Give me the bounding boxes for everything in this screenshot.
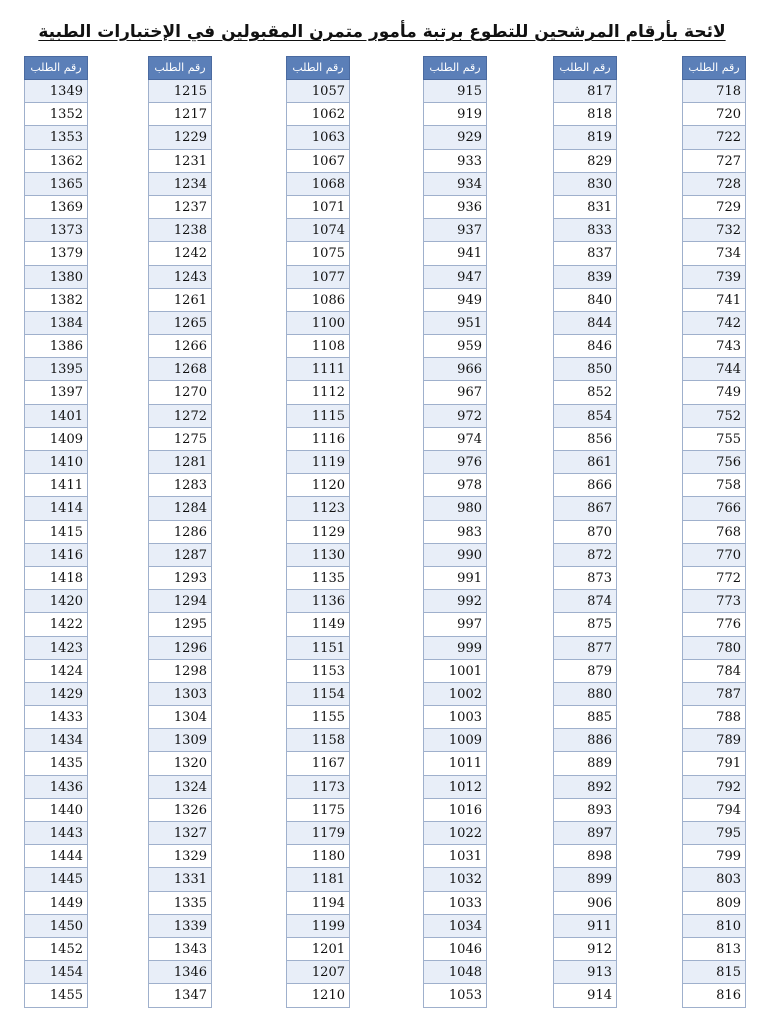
column-body (286, 80, 350, 1008)
request-number-cell: 1353 (24, 126, 88, 149)
request-number-cell: 720 (682, 103, 746, 126)
request-number-cell: 1436 (24, 776, 88, 799)
request-number-cell: 755 (682, 428, 746, 451)
column-body (24, 80, 88, 1008)
request-number-cell: 776 (682, 613, 746, 636)
request-number-cell: 1129 (286, 521, 350, 544)
request-number-cell: 784 (682, 660, 746, 683)
request-number-cell: 756 (682, 451, 746, 474)
column-header: رقم الطلب (148, 56, 212, 80)
request-number-cell: 1181 (286, 868, 350, 891)
request-number-cell: 959 (423, 335, 487, 358)
number-column (148, 56, 212, 1008)
request-number-cell: 1331 (148, 868, 212, 891)
request-number-cell: 1380 (24, 266, 88, 289)
request-number-cell: 1293 (148, 567, 212, 590)
request-number-cell: 752 (682, 405, 746, 428)
request-number-cell: 1261 (148, 289, 212, 312)
request-number-cell: 840 (553, 289, 617, 312)
request-number-cell: 1194 (286, 892, 350, 915)
request-number-cell: 949 (423, 289, 487, 312)
request-number-cell: 1409 (24, 428, 88, 451)
request-number-cell: 1154 (286, 683, 350, 706)
request-number-cell: 1346 (148, 961, 212, 984)
request-number-cell: 854 (553, 405, 617, 428)
request-number-cell: 1108 (286, 335, 350, 358)
request-number-cell: 758 (682, 474, 746, 497)
request-number-cell: 1173 (286, 776, 350, 799)
request-number-cell: 1175 (286, 799, 350, 822)
request-number-cell: 880 (553, 683, 617, 706)
request-number-cell: 1077 (286, 266, 350, 289)
request-number-cell: 1229 (148, 126, 212, 149)
request-number-cell: 906 (553, 892, 617, 915)
request-number-cell: 913 (553, 961, 617, 984)
request-number-cell: 867 (553, 497, 617, 520)
request-number-cell: 722 (682, 126, 746, 149)
request-number-cell: 1411 (24, 474, 88, 497)
request-number-cell: 1327 (148, 822, 212, 845)
request-number-cell: 992 (423, 590, 487, 613)
request-number-cell: 1234 (148, 173, 212, 196)
request-number-cell: 934 (423, 173, 487, 196)
request-number-cell: 1119 (286, 451, 350, 474)
request-number-cell: 1032 (423, 868, 487, 891)
request-number-cell: 742 (682, 312, 746, 335)
request-number-cell: 1075 (286, 242, 350, 265)
request-number-cell: 1071 (286, 196, 350, 219)
request-number-cell: 1031 (423, 845, 487, 868)
request-number-cell: 1046 (423, 938, 487, 961)
request-number-cell: 875 (553, 613, 617, 636)
request-number-cell: 791 (682, 752, 746, 775)
page-title (0, 22, 764, 42)
column-header: رقم الطلب (682, 56, 746, 80)
request-number-cell: 886 (553, 729, 617, 752)
request-number-cell: 732 (682, 219, 746, 242)
request-number-cell: 829 (553, 150, 617, 173)
request-number-cell: 1167 (286, 752, 350, 775)
request-number-cell: 741 (682, 289, 746, 312)
request-number-cell: 1440 (24, 799, 88, 822)
request-number-cell: 787 (682, 683, 746, 706)
request-number-cell: 892 (553, 776, 617, 799)
request-number-cell: 1063 (286, 126, 350, 149)
request-number-cell: 941 (423, 242, 487, 265)
request-number-cell: 1294 (148, 590, 212, 613)
request-number-cell: 1231 (148, 150, 212, 173)
request-number-cell: 1296 (148, 637, 212, 660)
request-number-cell: 1369 (24, 196, 88, 219)
request-number-cell: 1067 (286, 150, 350, 173)
number-column (682, 56, 746, 1008)
request-number-cell: 1112 (286, 381, 350, 404)
request-number-cell: 1237 (148, 196, 212, 219)
request-number-cell: 999 (423, 637, 487, 660)
request-number-cell: 991 (423, 567, 487, 590)
request-number-cell: 879 (553, 660, 617, 683)
request-number-cell: 1283 (148, 474, 212, 497)
request-number-cell: 818 (553, 103, 617, 126)
request-number-cell: 1423 (24, 637, 88, 660)
request-number-cell: 1420 (24, 590, 88, 613)
request-number-cell: 1155 (286, 706, 350, 729)
request-number-cell: 1016 (423, 799, 487, 822)
request-number-cell: 817 (553, 80, 617, 103)
request-number-cell: 1001 (423, 660, 487, 683)
request-number-cell: 744 (682, 358, 746, 381)
request-number-cell: 1111 (286, 358, 350, 381)
request-number-cell: 1074 (286, 219, 350, 242)
request-number-cell: 1329 (148, 845, 212, 868)
request-number-cell: 852 (553, 381, 617, 404)
request-number-cell: 1281 (148, 451, 212, 474)
number-column (553, 56, 617, 1008)
request-number-cell: 1443 (24, 822, 88, 845)
request-number-cell: 1003 (423, 706, 487, 729)
request-number-cell: 1324 (148, 776, 212, 799)
request-number-cell: 1320 (148, 752, 212, 775)
request-number-cell: 870 (553, 521, 617, 544)
request-number-cell: 990 (423, 544, 487, 567)
request-number-cell: 1068 (286, 173, 350, 196)
request-number-cell: 976 (423, 451, 487, 474)
request-number-cell: 933 (423, 150, 487, 173)
request-number-cell: 799 (682, 845, 746, 868)
request-number-cell: 789 (682, 729, 746, 752)
request-number-cell: 1120 (286, 474, 350, 497)
request-number-cell: 743 (682, 335, 746, 358)
request-number-cell: 947 (423, 266, 487, 289)
request-number-cell: 1343 (148, 938, 212, 961)
request-number-cell: 1265 (148, 312, 212, 335)
request-number-cell: 1201 (286, 938, 350, 961)
request-number-cell: 978 (423, 474, 487, 497)
request-number-cell: 1199 (286, 915, 350, 938)
request-number-cell: 1435 (24, 752, 88, 775)
request-number-cell: 773 (682, 590, 746, 613)
request-number-cell: 1401 (24, 405, 88, 428)
request-number-cell: 729 (682, 196, 746, 219)
request-number-cell: 1217 (148, 103, 212, 126)
request-number-cell: 734 (682, 242, 746, 265)
request-number-cell: 1149 (286, 613, 350, 636)
request-number-cell: 780 (682, 637, 746, 660)
column-body (682, 80, 746, 1008)
request-number-cell: 1215 (148, 80, 212, 103)
request-number-cell: 1053 (423, 984, 487, 1007)
request-number-cell: 727 (682, 150, 746, 173)
request-number-cell: 815 (682, 961, 746, 984)
request-number-cell: 1433 (24, 706, 88, 729)
request-number-cell: 1449 (24, 892, 88, 915)
request-number-cell: 897 (553, 822, 617, 845)
request-number-cell: 1415 (24, 521, 88, 544)
request-number-cell: 914 (553, 984, 617, 1007)
request-number-cell: 874 (553, 590, 617, 613)
column-header: رقم الطلب (24, 56, 88, 80)
request-number-cell: 1287 (148, 544, 212, 567)
request-number-cell: 1429 (24, 683, 88, 706)
request-number-cell: 1151 (286, 637, 350, 660)
request-number-cell: 1123 (286, 497, 350, 520)
request-number-cell: 1445 (24, 868, 88, 891)
request-number-cell: 1384 (24, 312, 88, 335)
request-number-cell: 983 (423, 521, 487, 544)
column-header: رقم الطلب (553, 56, 617, 80)
request-number-cell: 839 (553, 266, 617, 289)
request-number-cell: 1326 (148, 799, 212, 822)
request-number-cell: 1158 (286, 729, 350, 752)
request-number-cell: 749 (682, 381, 746, 404)
request-number-cell: 1304 (148, 706, 212, 729)
request-number-cell: 1086 (286, 289, 350, 312)
request-number-cell: 794 (682, 799, 746, 822)
request-number-cell: 795 (682, 822, 746, 845)
request-number-cell: 813 (682, 938, 746, 961)
request-number-cell: 873 (553, 567, 617, 590)
column-header: رقم الطلب (286, 56, 350, 80)
request-number-cell: 1309 (148, 729, 212, 752)
request-number-cell: 889 (553, 752, 617, 775)
request-number-cell: 1397 (24, 381, 88, 404)
request-number-cell: 1275 (148, 428, 212, 451)
request-number-cell: 739 (682, 266, 746, 289)
request-number-cell: 966 (423, 358, 487, 381)
request-number-cell: 846 (553, 335, 617, 358)
request-number-cell: 1339 (148, 915, 212, 938)
request-number-cell: 1352 (24, 103, 88, 126)
request-number-cell: 833 (553, 219, 617, 242)
request-number-cell: 1115 (286, 405, 350, 428)
request-number-cell: 1033 (423, 892, 487, 915)
request-number-cell: 1002 (423, 683, 487, 706)
request-number-cell: 1434 (24, 729, 88, 752)
request-number-cell: 997 (423, 613, 487, 636)
request-number-cell: 1373 (24, 219, 88, 242)
request-number-cell: 810 (682, 915, 746, 938)
request-number-cell: 1284 (148, 497, 212, 520)
request-number-cell: 911 (553, 915, 617, 938)
request-number-cell: 1444 (24, 845, 88, 868)
request-number-cell: 1243 (148, 266, 212, 289)
request-number-cell: 929 (423, 126, 487, 149)
request-number-cell: 1382 (24, 289, 88, 312)
request-number-cell: 1422 (24, 613, 88, 636)
request-number-cell: 1424 (24, 660, 88, 683)
request-number-cell: 1416 (24, 544, 88, 567)
request-number-cell: 1414 (24, 497, 88, 520)
request-number-cell: 1011 (423, 752, 487, 775)
request-number-cell: 837 (553, 242, 617, 265)
request-number-cell: 1362 (24, 150, 88, 173)
request-number-cell: 819 (553, 126, 617, 149)
request-number-cell: 792 (682, 776, 746, 799)
request-number-cell: 728 (682, 173, 746, 196)
request-number-cell: 803 (682, 868, 746, 891)
request-number-cell: 915 (423, 80, 487, 103)
request-number-cell: 1454 (24, 961, 88, 984)
request-number-cell: 877 (553, 637, 617, 660)
request-number-cell: 1022 (423, 822, 487, 845)
request-number-cell: 1379 (24, 242, 88, 265)
request-number-cell: 861 (553, 451, 617, 474)
request-number-cell: 1242 (148, 242, 212, 265)
request-number-cell: 1100 (286, 312, 350, 335)
request-number-cell: 1266 (148, 335, 212, 358)
request-number-cell: 1295 (148, 613, 212, 636)
request-number-cell: 893 (553, 799, 617, 822)
request-number-cell: 937 (423, 219, 487, 242)
request-number-cell: 1207 (286, 961, 350, 984)
request-number-cell: 980 (423, 497, 487, 520)
request-number-cell: 1180 (286, 845, 350, 868)
request-number-cell: 816 (682, 984, 746, 1007)
column-header: رقم الطلب (423, 56, 487, 80)
request-number-cell: 866 (553, 474, 617, 497)
request-number-cell: 1238 (148, 219, 212, 242)
request-number-cell: 1012 (423, 776, 487, 799)
page-title-text: لائحة بأرقام المرشحين للتطوع برتبة مأمور متمرن المقبولين في الإختبارات الطبية (38, 22, 726, 42)
request-number-cell: 885 (553, 706, 617, 729)
request-number-cell: 1335 (148, 892, 212, 915)
column-body (148, 80, 212, 1008)
request-number-cell: 919 (423, 103, 487, 126)
request-number-cell: 809 (682, 892, 746, 915)
request-number-cell: 1349 (24, 80, 88, 103)
request-number-cell: 772 (682, 567, 746, 590)
request-number-cell: 1135 (286, 567, 350, 590)
request-number-cell: 972 (423, 405, 487, 428)
request-number-cell: 788 (682, 706, 746, 729)
number-column (24, 56, 88, 1008)
request-number-cell: 1303 (148, 683, 212, 706)
request-number-cell: 850 (553, 358, 617, 381)
column-body (553, 80, 617, 1008)
request-number-cell: 1365 (24, 173, 88, 196)
request-number-cell: 1130 (286, 544, 350, 567)
request-number-cell: 1347 (148, 984, 212, 1007)
request-number-cell: 1048 (423, 961, 487, 984)
request-number-cell: 936 (423, 196, 487, 219)
request-number-cell: 1455 (24, 984, 88, 1007)
request-number-cell: 872 (553, 544, 617, 567)
request-number-cell: 1395 (24, 358, 88, 381)
request-number-cell: 1418 (24, 567, 88, 590)
request-number-cell: 766 (682, 497, 746, 520)
request-number-cell: 856 (553, 428, 617, 451)
request-number-cell: 912 (553, 938, 617, 961)
request-number-cell: 1272 (148, 405, 212, 428)
request-number-cell: 1009 (423, 729, 487, 752)
request-number-cell: 768 (682, 521, 746, 544)
request-number-cell: 1410 (24, 451, 88, 474)
number-column (286, 56, 350, 1008)
request-number-cell: 1116 (286, 428, 350, 451)
column-body (423, 80, 487, 1008)
request-number-cell: 770 (682, 544, 746, 567)
request-number-cell: 831 (553, 196, 617, 219)
request-number-cell: 974 (423, 428, 487, 451)
request-number-cell: 1386 (24, 335, 88, 358)
number-column (423, 56, 487, 1008)
request-number-cell: 1450 (24, 915, 88, 938)
request-number-cell: 1153 (286, 660, 350, 683)
request-number-cell: 1179 (286, 822, 350, 845)
request-number-cell: 844 (553, 312, 617, 335)
request-number-cell: 1286 (148, 521, 212, 544)
request-number-cell: 1452 (24, 938, 88, 961)
request-number-cell: 898 (553, 845, 617, 868)
request-number-cell: 899 (553, 868, 617, 891)
request-number-cell: 967 (423, 381, 487, 404)
request-number-cell: 1057 (286, 80, 350, 103)
request-number-cell: 1298 (148, 660, 212, 683)
request-number-cell: 830 (553, 173, 617, 196)
request-number-cell: 1034 (423, 915, 487, 938)
request-number-cell: 1062 (286, 103, 350, 126)
request-number-cell: 718 (682, 80, 746, 103)
request-number-cell: 951 (423, 312, 487, 335)
request-number-cell: 1268 (148, 358, 212, 381)
request-number-cell: 1210 (286, 984, 350, 1007)
request-number-cell: 1136 (286, 590, 350, 613)
request-number-cell: 1270 (148, 381, 212, 404)
